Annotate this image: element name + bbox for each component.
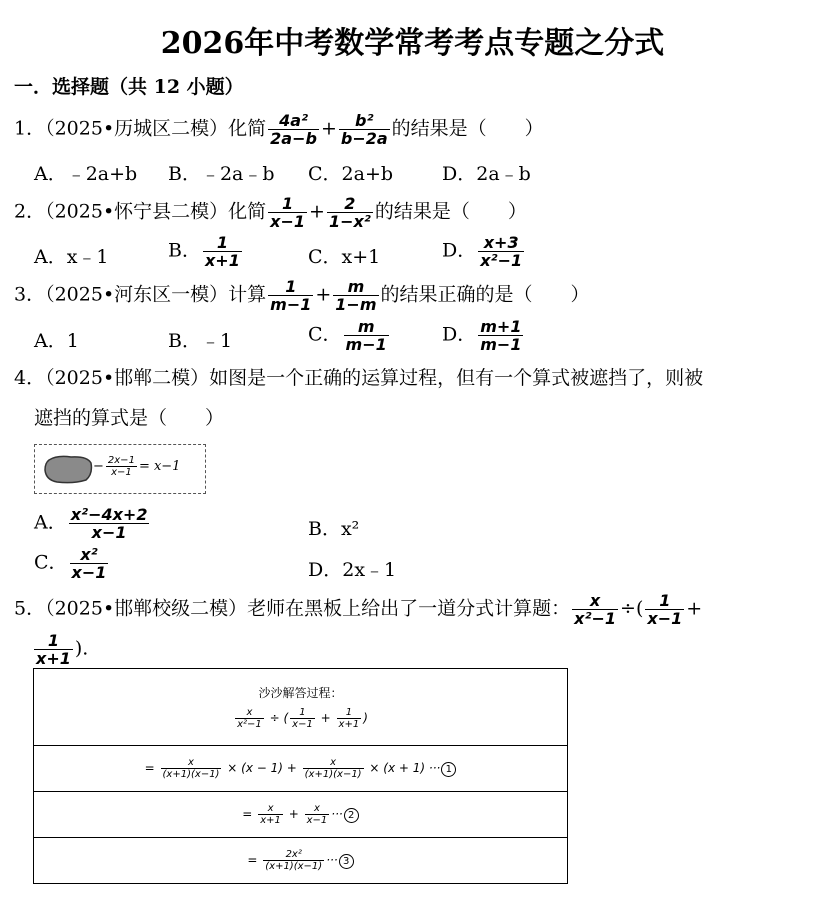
question-4-line2: 遮挡的算式是（ ） — [34, 407, 225, 429]
q1-option-d: D．2a﹣b — [442, 163, 531, 185]
q3-option-b: B．﹣1 — [168, 330, 233, 352]
q2-option-a: A．x﹣1 — [34, 246, 109, 268]
question-3-stem: 3．（2025•河东区一模）计算 $\frac{1}{m-1}$ + $\frac{m}{1-m}$ 的结果正确的是（ ） — [14, 277, 590, 314]
q4-option-c: C． $\frac{\text{x²}}{x-1}$ — [34, 545, 107, 582]
q2-option-b: B． $\frac{1}{x+1}$ — [168, 233, 240, 270]
fraction: $\frac{\text{b²}}{b-2a}$ — [340, 111, 388, 148]
q4-figure — [34, 444, 206, 494]
solution-table — [33, 668, 568, 884]
section-heading: 一．选择题（共 12 小题） — [14, 76, 244, 98]
q3-option-a: A．1 — [34, 330, 79, 352]
fraction: $\frac{1}{m-1}$ — [270, 277, 312, 314]
question-5-line2: $\frac{1}{x+1}$ ). — [36, 631, 89, 668]
q2-option-c: C．x+1 — [308, 246, 381, 268]
solution-step-3: = $\frac{\text{2x²}}{(x+1)(x-1)}$ ··· 3 — [34, 838, 568, 884]
solution-step-1: = $\frac{x}{(x+1)(x-1)}$ × (x − 1) + $\frac{x}{(x+1)(x-1)}$ × (x + 1) ··· 1 — [34, 746, 568, 792]
q4-figure-expression: − $\frac{2x-1}{x-1}$ = x−1 — [93, 455, 181, 478]
fraction: $\frac{2}{\text{1−x²}}$ — [328, 194, 371, 231]
q2-option-d: D． $\frac{x+3}{\text{x²−1}}$ — [442, 233, 523, 270]
step-marker-3: 3 — [339, 854, 354, 869]
fraction: $\frac{\text{4a²}}{2a-b}$ — [270, 111, 317, 148]
q3-option-c: C． $\frac{m}{m-1}$ — [308, 317, 387, 354]
page-title: 2026年中考数学常考考点专题之分式 — [160, 26, 665, 61]
occluder-blob — [43, 454, 93, 484]
fraction: $\frac{m}{1-m}$ — [335, 277, 377, 314]
q1-option-b: B．﹣2a﹣b — [168, 163, 275, 185]
q4-option-b: B．x² — [308, 518, 360, 540]
question-2-stem: 2．（2025•怀宁县二模）化简 $\frac{1}{x-1}$ + $\frac{2}{\text{1−x²}}$ 的结果是（ ） — [14, 194, 527, 231]
step-marker-1: 1 — [441, 762, 456, 777]
q1-option-a: A．﹣2a+b — [34, 163, 138, 185]
solution-step-0: 沙沙解答过程： $\frac{x}{\text{x²−1}}$ ÷ ( $\frac{1}{x-1}$ + $\frac{1}{x+1}$ ) — [34, 669, 568, 746]
solution-step-2: = $\frac{x}{x+1}$ + $\frac{x}{x-1}$ ··· 2 — [34, 792, 568, 838]
step-marker-2: 2 — [344, 808, 359, 823]
question-1-stem: 1．（2025•历城区二模）化简 $\frac{\text{4a²}}{2a-b}$ + $\frac{\text{b²}}{b-2a}$ 的结果是（ ） — [14, 111, 544, 148]
question-4-line1: 4．（2025•邯郸二模）如图是一个正确的运算过程，但有一个算式被遮挡了，则被 — [14, 367, 704, 389]
fraction: $\frac{1}{x-1}$ — [270, 194, 306, 231]
q4-option-a: A． $\frac{\text{x²−4x+2}}{x-1}$ — [34, 505, 148, 542]
q1-option-c: C．2a+b — [308, 163, 394, 185]
question-5-line1: 5．（2025•邯郸校级二模）老师在黑板上给出了一道分式计算题： $\frac{x}{\text{x²−1}}$ ÷( $\frac{1}{x-1}$ + — [14, 591, 703, 628]
solution-header: 沙沙解答过程： — [258, 686, 343, 700]
q3-option-d: D． $\frac{m+1}{m-1}$ — [442, 317, 522, 354]
q4-option-d: D．2x﹣1 — [308, 559, 397, 581]
